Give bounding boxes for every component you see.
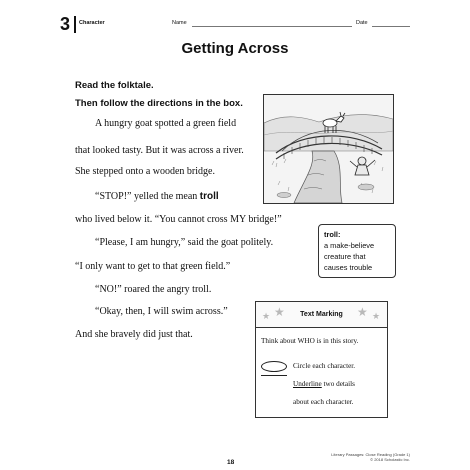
star-icon: ★ (274, 305, 285, 319)
vocab-word-troll: troll (199, 191, 219, 202)
glossary-definition-line: a make-believe (324, 241, 375, 250)
story-line: “Please, I am hungry,” said the goat politely. (95, 237, 274, 248)
text-marking-prompt: Think about WHO is in this story. (261, 337, 359, 345)
date-field-line[interactable] (372, 26, 410, 27)
star-icon: ★ (357, 305, 368, 319)
directions-line: Read the folktale. (75, 80, 154, 91)
page-title: Getting Across (181, 40, 289, 57)
unit-label: Character (79, 20, 105, 26)
story-text: “STOP!” yelled the mean (95, 191, 200, 202)
story-line: She stepped onto a wooden bridge. (75, 166, 215, 177)
glossary-term: troll: (324, 230, 341, 239)
story-line (95, 191, 219, 202)
text-marking-step-underline (293, 380, 355, 388)
unit-divider (74, 16, 76, 33)
unit-number: 3 (60, 14, 71, 34)
underline-word: Underline (293, 380, 322, 388)
oval-icon (261, 361, 287, 372)
story-line: “I only want to get to that green field.” (75, 261, 231, 272)
story-line: who lived below it. “You cannot cross MY bridge!” (75, 214, 282, 225)
credit-line: © 2018 Scholastic Inc. (370, 457, 410, 462)
star-icon: ★ (372, 311, 381, 321)
story-line: that looked tasty. But it was across a river. (75, 145, 244, 156)
credit-line: Literary Passages: Close Reading (Grade 1) (331, 452, 410, 457)
story-illustration (263, 94, 394, 204)
page-number: 18 (227, 459, 235, 466)
glossary-box (318, 224, 396, 278)
glossary-definition-line: creature that (324, 252, 366, 261)
text-marking-box (255, 301, 388, 418)
text-marking-step-circle: Circle each character. (293, 362, 356, 370)
worksheet-header (60, 14, 410, 34)
name-field-line[interactable] (192, 26, 352, 27)
story-line: “Okay, then, I will swim across.” (95, 306, 228, 317)
story-line: A hungry goat spotted a green field (95, 118, 237, 129)
text-marking-header (256, 302, 387, 328)
underline-icon (261, 375, 287, 376)
date-label: Date (356, 20, 368, 26)
story-line: “NO!” roared the angry troll. (95, 284, 212, 295)
name-label: Name (172, 20, 187, 26)
text-marking-step-underline-cont: about each character. (293, 398, 354, 406)
directions-line: Then follow the directions in the box. (75, 98, 243, 109)
story-line: And she bravely did just that. (75, 329, 193, 340)
directions (75, 77, 243, 113)
goat-bridge-troll-drawing (264, 95, 393, 203)
footer-credit (331, 452, 410, 462)
text-marking-title: Text Marking (300, 311, 343, 318)
star-icon: ★ (262, 311, 271, 321)
glossary-definition-line: causes trouble (324, 263, 373, 272)
text-marking-step-text: two details (321, 380, 355, 388)
